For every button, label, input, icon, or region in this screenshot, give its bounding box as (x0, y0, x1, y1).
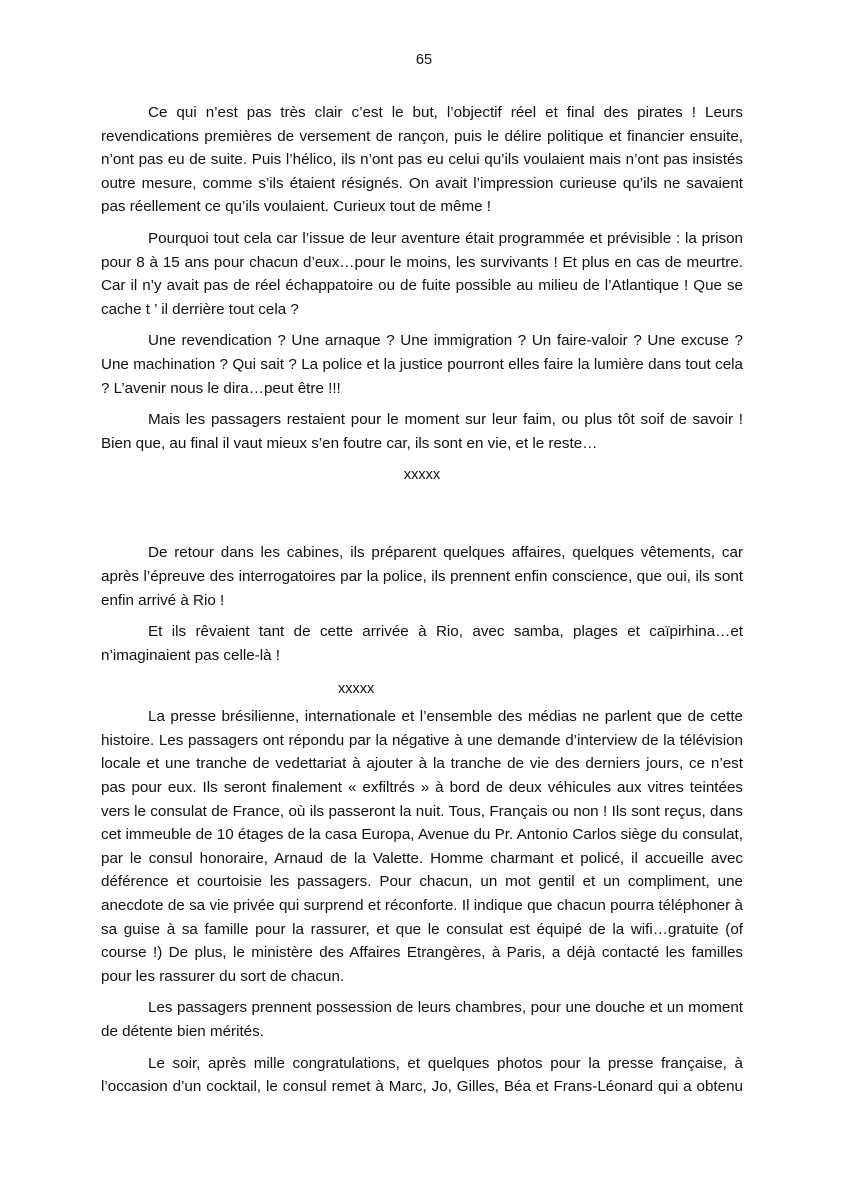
page-number: 65 (415, 52, 433, 68)
paragraph: Le soir, après mille congratulations, et quelques photos pour la presse française, à l’occasion d’un cocktail, le consul remet à Marc, Jo, Gilles, Béa et Frans-Léonard qui a obtenu (101, 1054, 743, 1096)
paragraph: Pourquoi tout cela car l’issue de leur aventure était programmée et prévisible : la prison pour 8 à 15 ans pour chacun d’eux…pour le moins, les survivants ! Et plus en cas de meurtre. Car il n’y avait pas de réel échappatoire ou de fuite possible au milieu de l’Atlantique ! Que se cache t ’ il derrière tout cela ? (101, 229, 743, 318)
section-separator: xxxxx (338, 681, 375, 698)
section-separator: xxxxx (403, 467, 441, 484)
paragraph: Mais les passagers restaient pour le moment sur leur faim, ou plus tôt soif de savoir ! Bien que, au final il vaut mieux s’en foutre car, ils sont en vie, et le reste… (101, 411, 743, 452)
paragraph: Ce qui n’est pas très clair c’est le but, l’objectif réel et final des pirates ! Leurs revendications premières de versement de rançon, puis le délire politique et financier ensuite, n’ont pas eu de suite. Puis l’hélico, ils n’ont pas eu celui qu’ils voulaient mais n’ont pas insistés outre mesure, comme s’ils étaient résignés. On avait l’impression curieuse qu’ils ne savaient pas réellement ce qu’ils voulaient. Curieux tout de même ! (101, 104, 743, 216)
paragraph: Une revendication ? Une arnaque ? Une immigration ? Un faire-valoir ? Une excuse ? Une machination ? Qui sait ? La police et la justice pourront elles faire la lumière dans tout cela ? L’avenir nous le dira…peut être !!! (101, 332, 743, 397)
document-body (101, 101, 743, 1099)
paragraph: De retour dans les cabines, ils préparent quelques affaires, quelques vêtements, car après l’épreuve des interrogatoires par la police, ils prennent enfin conscience, que oui, ils sont enfin arrivé à Rio ! (101, 544, 743, 609)
paragraph: Et ils rêvaient tant de cette arrivée à Rio, avec samba, plages et caïpirhina…et n’imaginaient pas celle-là ! (101, 623, 743, 664)
paragraph: Les passagers prennent possession de leurs chambres, pour une douche et un moment de détente bien mérités. (101, 999, 743, 1040)
paragraph: La presse brésilienne, internationale et l’ensemble des médias ne parlent que de cette histoire. Les passagers ont répondu par la négative à une demande d’interview de la télévision locale et une tranche de vedettariat à ajouter à la tranche de vie des derniers jours, ce n’est pas pour eux. Ils seront finalement « exfiltrés » à bord de deux véhicules aux vitres teintées vers le consulat de France, où ils passeront la nuit. Tous, Français ou non ! Ils sont reçus, dans cet immeuble de 10 étages de la casa Europa, Avenue du Pr. Antonio Carlos siège du consulat, par le consul honoraire, Arnaud de la Valette. Homme charmant et policé, il accueille avec déférence et courtoisie les passagers. Pour chacun, un mot gentil et un compliment, une anecdote de sa vie privée qui surprend et réconforte. Il indique que chacun pourra téléphoner à sa guise à sa famille pour la rassurer, et que le consulat est équipé de la wifi…gratuite (of course !) De plus, le ministère des Affaires Etrangères, à Paris, a déjà contacté les familles pour les rassurer du sort de chacun. (101, 708, 743, 985)
